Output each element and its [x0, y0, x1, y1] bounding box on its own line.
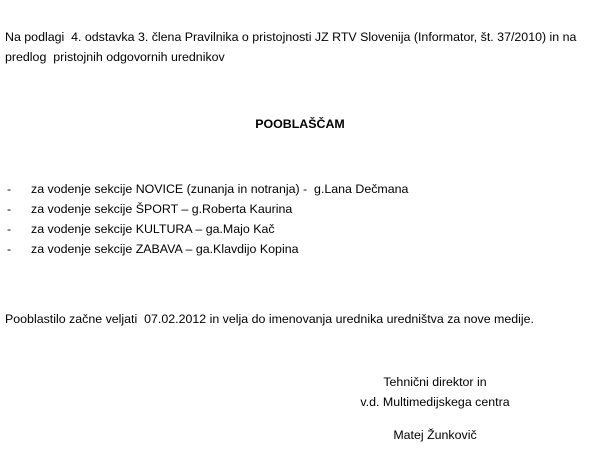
- signature-title-line-1: Tehnični direktor in: [383, 375, 487, 389]
- list-item-text: za vodenje sekcije ZABAVA – ga.Klavdijo Kopina: [31, 242, 299, 256]
- list-bullet: -: [7, 182, 12, 196]
- validity-paragraph: Pooblastilo začne veljati 07.02.2012 in velja do imenovanja urednika uredništva za nove medije.: [5, 312, 534, 326]
- intro-paragraph: Na podlagi 4. odstavka 3. člena Pravilnika o pristojnosti JZ RTV Slovenija (Informator, št. 37/2010) in na predlog pristojnih odgovornih urednikov: [5, 30, 580, 64]
- list-item: [0, 239, 299, 259]
- list-bullet: -: [7, 242, 12, 256]
- signatory-name: Matej Žunkovič: [393, 428, 477, 442]
- list-item-text: za vodenje sekcije NOVICE (zunanja in notranja) - g.Lana Dečmana: [31, 182, 409, 196]
- list-item-text: za vodenje sekcije KULTURA – ga.Majo Kač: [31, 222, 275, 236]
- signature-title-line-2: v.d. Multimedijskega centra: [360, 395, 510, 409]
- signature-block: [340, 372, 530, 445]
- list-bullet: -: [7, 202, 12, 216]
- authorization-list: [0, 179, 409, 259]
- list-item: [0, 219, 275, 239]
- list-bullet: -: [7, 222, 12, 236]
- list-item-text: za vodenje sekcije ŠPORT – g.Roberta Kaurina: [31, 202, 293, 216]
- list-item: [0, 199, 293, 219]
- document-heading: POOBLAŠČAM: [255, 117, 345, 131]
- list-item: [0, 179, 409, 199]
